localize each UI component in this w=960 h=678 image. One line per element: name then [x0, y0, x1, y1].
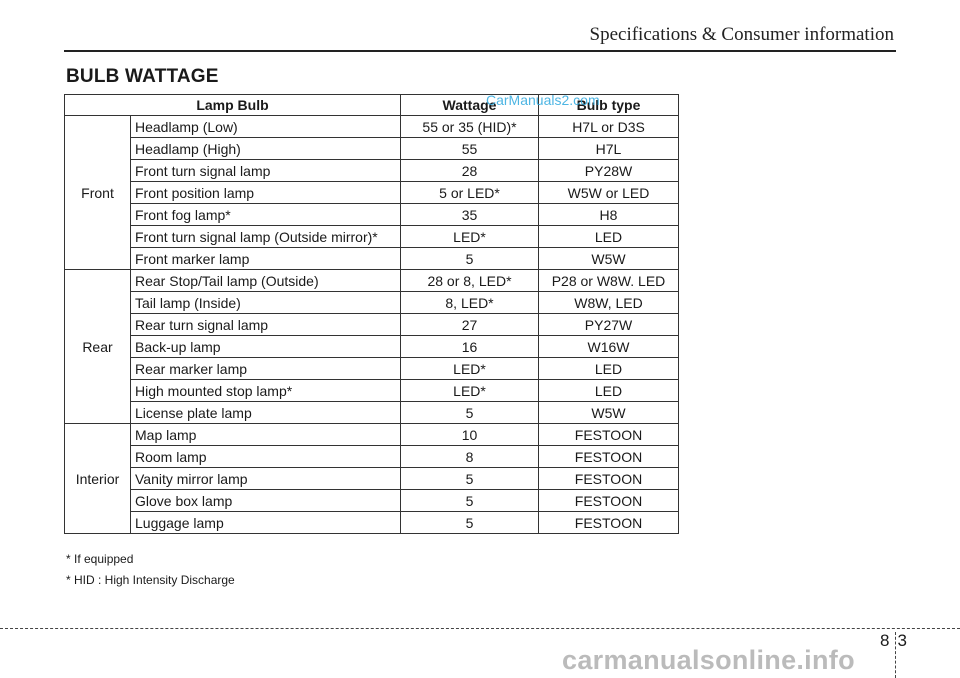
- bulb-type-cell: W5W or LED: [539, 182, 679, 204]
- footnotes: [66, 549, 235, 591]
- bulb-type-cell: H7L or D3S: [539, 116, 679, 138]
- footer-divider: [0, 628, 960, 629]
- bulb-type-cell: FESTOON: [539, 512, 679, 534]
- watermark-carmanuals2: CarManuals2.com: [486, 92, 600, 108]
- wattage-cell: 5: [401, 468, 539, 490]
- header-lamp-bulb: Lamp Bulb: [65, 95, 401, 116]
- table-row: [65, 402, 679, 424]
- lamp-name-cell: Front marker lamp: [131, 248, 401, 270]
- bulb-type-cell: LED: [539, 358, 679, 380]
- wattage-cell: 27: [401, 314, 539, 336]
- lamp-name-cell: Rear marker lamp: [131, 358, 401, 380]
- wattage-cell: 8, LED*: [401, 292, 539, 314]
- table-row: [65, 468, 679, 490]
- table-row: [65, 248, 679, 270]
- bulb-type-cell: LED: [539, 226, 679, 248]
- lamp-name-cell: Front position lamp: [131, 182, 401, 204]
- group-label: Front: [65, 116, 131, 270]
- wattage-cell: 8: [401, 446, 539, 468]
- watermark-carmanualsonline: carmanualsonline.info: [562, 645, 855, 675]
- page-header-title: Specifications & Consumer information: [589, 24, 894, 45]
- lamp-name-cell: Rear turn signal lamp: [131, 314, 401, 336]
- table-row: [65, 358, 679, 380]
- header-wattage: Wattage: [401, 95, 539, 116]
- wattage-cell: 5: [401, 512, 539, 534]
- wattage-cell: 55: [401, 138, 539, 160]
- lamp-name-cell: Luggage lamp: [131, 512, 401, 534]
- lamp-name-cell: Front turn signal lamp (Outside mirror)*: [131, 226, 401, 248]
- table-row: [65, 424, 679, 446]
- wattage-cell: 5: [401, 490, 539, 512]
- table-row: [65, 138, 679, 160]
- section-title: BULB WATTAGE: [66, 66, 219, 87]
- group-label: Rear: [65, 270, 131, 424]
- wattage-cell: 16: [401, 336, 539, 358]
- wattage-cell: 5 or LED*: [401, 182, 539, 204]
- lamp-name-cell: Front fog lamp*: [131, 204, 401, 226]
- wattage-cell: 28 or 8, LED*: [401, 270, 539, 292]
- lamp-name-cell: Map lamp: [131, 424, 401, 446]
- table-row: [65, 292, 679, 314]
- bulb-type-cell: FESTOON: [539, 424, 679, 446]
- table-row: [65, 490, 679, 512]
- lamp-name-cell: Headlamp (High): [131, 138, 401, 160]
- wattage-cell: LED*: [401, 358, 539, 380]
- table-row: [65, 380, 679, 402]
- bulb-type-cell: PY28W: [539, 160, 679, 182]
- bulb-type-cell: W16W: [539, 336, 679, 358]
- wattage-cell: 5: [401, 402, 539, 424]
- table-row: [65, 226, 679, 248]
- lamp-name-cell: Glove box lamp: [131, 490, 401, 512]
- bulb-wattage-table: [64, 94, 679, 534]
- wattage-cell: 10: [401, 424, 539, 446]
- table-row: [65, 116, 679, 138]
- wattage-cell: LED*: [401, 226, 539, 248]
- footnote-if-equipped: * If equipped: [66, 552, 134, 566]
- lamp-name-cell: Front turn signal lamp: [131, 160, 401, 182]
- group-label: Interior: [65, 424, 131, 534]
- table-row: [65, 270, 679, 292]
- page-chapter: 8: [880, 631, 892, 650]
- lamp-name-cell: Rear Stop/Tail lamp (Outside): [131, 270, 401, 292]
- table-row: [65, 182, 679, 204]
- table-row: [65, 336, 679, 358]
- bulb-type-cell: W8W, LED: [539, 292, 679, 314]
- lamp-name-cell: Room lamp: [131, 446, 401, 468]
- page-number-separator: [895, 632, 896, 678]
- footnote-hid: * HID : High Intensity Discharge: [66, 573, 235, 587]
- lamp-name-cell: Back-up lamp: [131, 336, 401, 358]
- bulb-type-cell: PY27W: [539, 314, 679, 336]
- wattage-cell: 5: [401, 248, 539, 270]
- lamp-name-cell: License plate lamp: [131, 402, 401, 424]
- wattage-cell: 28: [401, 160, 539, 182]
- bulb-type-cell: FESTOON: [539, 490, 679, 512]
- bulb-type-cell: W5W: [539, 248, 679, 270]
- lamp-name-cell: High mounted stop lamp*: [131, 380, 401, 402]
- bulb-type-cell: H7L: [539, 138, 679, 160]
- wattage-cell: LED*: [401, 380, 539, 402]
- table-row: [65, 512, 679, 534]
- bulb-type-cell: FESTOON: [539, 446, 679, 468]
- bulb-type-cell: FESTOON: [539, 468, 679, 490]
- lamp-name-cell: Tail lamp (Inside): [131, 292, 401, 314]
- lamp-name-cell: Headlamp (Low): [131, 116, 401, 138]
- page-index: 3: [897, 631, 909, 650]
- table-row: [65, 314, 679, 336]
- bulb-type-cell: H8: [539, 204, 679, 226]
- bulb-type-cell: P28 or W8W. LED: [539, 270, 679, 292]
- wattage-cell: 55 or 35 (HID)*: [401, 116, 539, 138]
- header-divider: [64, 50, 896, 52]
- table-row: [65, 160, 679, 182]
- wattage-cell: 35: [401, 204, 539, 226]
- bulb-type-cell: LED: [539, 380, 679, 402]
- lamp-name-cell: Vanity mirror lamp: [131, 468, 401, 490]
- bulb-type-cell: W5W: [539, 402, 679, 424]
- table-row: [65, 446, 679, 468]
- header-bulb-type: Bulb type: [539, 95, 679, 116]
- table-row: [65, 204, 679, 226]
